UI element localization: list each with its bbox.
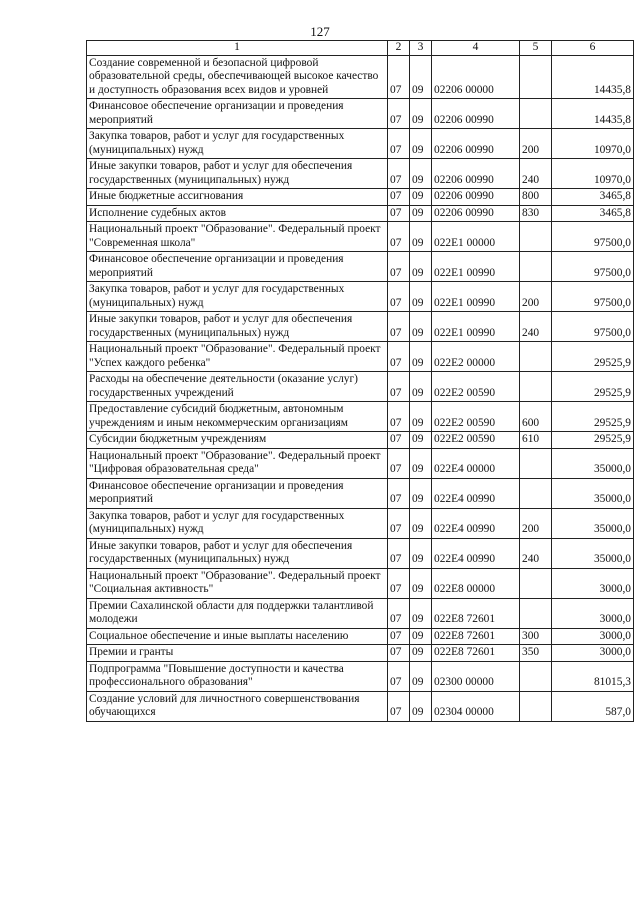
cell-amount: 35000,0 xyxy=(552,478,634,508)
col-header-2: 2 xyxy=(388,41,410,56)
page-number: 127 xyxy=(310,24,330,39)
cell-name: Исполнение судебных актов xyxy=(87,205,388,222)
cell-section: 07 xyxy=(388,342,410,372)
cell-name: Финансовое обеспечение организации и проведения мероприятий xyxy=(87,252,388,282)
cell-section: 07 xyxy=(388,661,410,691)
cell-amount: 81015,3 xyxy=(552,661,634,691)
cell-target-article: 022Е8 00000 xyxy=(432,568,520,598)
cell-expense-type: 610 xyxy=(520,432,552,449)
cell-expense-type: 300 xyxy=(520,628,552,645)
cell-section: 07 xyxy=(388,568,410,598)
table-row xyxy=(87,312,634,342)
cell-expense-type: 240 xyxy=(520,159,552,189)
cell-target-article: 022Е8 72601 xyxy=(432,598,520,628)
cell-target-article: 02300 00000 xyxy=(432,661,520,691)
cell-section: 07 xyxy=(388,159,410,189)
cell-target-article: 022Е1 00990 xyxy=(432,312,520,342)
cell-expense-type xyxy=(520,691,552,721)
table-row xyxy=(87,568,634,598)
budget-table xyxy=(86,40,634,722)
table-row xyxy=(87,628,634,645)
col-header-3: 3 xyxy=(410,41,432,56)
cell-expense-type xyxy=(520,99,552,129)
cell-section: 07 xyxy=(388,538,410,568)
cell-name: Социальное обеспечение и иные выплаты населению xyxy=(87,628,388,645)
table-row xyxy=(87,99,634,129)
cell-expense-type: 830 xyxy=(520,205,552,222)
cell-amount: 3465,8 xyxy=(552,205,634,222)
cell-amount: 97500,0 xyxy=(552,252,634,282)
cell-name: Иные закупки товаров, работ и услуг для обеспечения государственных (муниципальных) нужд xyxy=(87,538,388,568)
cell-name: Премии Сахалинской области для поддержки талантливой молодежи xyxy=(87,598,388,628)
table-row xyxy=(87,598,634,628)
cell-expense-type xyxy=(520,342,552,372)
cell-name: Создание современной и безопасной цифровой образовательной среды, обеспечивающей высокое качество и доступность образования всех видов и уровней xyxy=(87,55,388,99)
table-row xyxy=(87,189,634,206)
cell-section: 07 xyxy=(388,222,410,252)
cell-target-article: 022Е4 00990 xyxy=(432,538,520,568)
cell-amount: 97500,0 xyxy=(552,282,634,312)
cell-amount: 10970,0 xyxy=(552,159,634,189)
table-row xyxy=(87,129,634,159)
cell-target-article: 02206 00000 xyxy=(432,55,520,99)
cell-target-article: 022Е4 00990 xyxy=(432,478,520,508)
cell-subsection: 09 xyxy=(410,342,432,372)
cell-name: Иные бюджетные ассигнования xyxy=(87,189,388,206)
cell-name: Национальный проект "Образование". Федеральный проект "Социальная активность" xyxy=(87,568,388,598)
table-row xyxy=(87,478,634,508)
cell-section: 07 xyxy=(388,129,410,159)
cell-section: 07 xyxy=(388,628,410,645)
cell-subsection: 09 xyxy=(410,372,432,402)
cell-name: Национальный проект "Образование". Федеральный проект "Цифровая образовательная среда" xyxy=(87,448,388,478)
cell-subsection: 09 xyxy=(410,189,432,206)
cell-subsection: 09 xyxy=(410,252,432,282)
cell-name: Расходы на обеспечение деятельности (оказание услуг) государственных учреждений xyxy=(87,372,388,402)
cell-target-article: 02206 00990 xyxy=(432,205,520,222)
cell-subsection: 09 xyxy=(410,312,432,342)
cell-subsection: 09 xyxy=(410,159,432,189)
cell-subsection: 09 xyxy=(410,432,432,449)
cell-amount: 35000,0 xyxy=(552,508,634,538)
cell-amount: 29525,9 xyxy=(552,402,634,432)
cell-section: 07 xyxy=(388,508,410,538)
cell-name: Национальный проект "Образование". Федеральный проект "Современная школа" xyxy=(87,222,388,252)
cell-expense-type: 200 xyxy=(520,129,552,159)
table-row xyxy=(87,282,634,312)
cell-target-article: 022Е1 00990 xyxy=(432,282,520,312)
cell-amount: 29525,9 xyxy=(552,432,634,449)
cell-expense-type xyxy=(520,55,552,99)
table-row xyxy=(87,645,634,662)
table-row xyxy=(87,661,634,691)
cell-subsection: 09 xyxy=(410,645,432,662)
table-row xyxy=(87,691,634,721)
cell-amount: 14435,8 xyxy=(552,99,634,129)
col-header-4: 4 xyxy=(432,41,520,56)
cell-amount: 29525,9 xyxy=(552,342,634,372)
cell-amount: 3000,0 xyxy=(552,568,634,598)
cell-subsection: 09 xyxy=(410,205,432,222)
cell-expense-type xyxy=(520,448,552,478)
cell-section: 07 xyxy=(388,598,410,628)
cell-section: 07 xyxy=(388,478,410,508)
table-row xyxy=(87,159,634,189)
cell-subsection: 09 xyxy=(410,99,432,129)
cell-expense-type: 240 xyxy=(520,538,552,568)
cell-expense-type: 800 xyxy=(520,189,552,206)
cell-section: 07 xyxy=(388,189,410,206)
table-row xyxy=(87,252,634,282)
cell-target-article: 022Е2 00590 xyxy=(432,402,520,432)
cell-target-article: 022Е2 00590 xyxy=(432,432,520,449)
cell-subsection: 09 xyxy=(410,661,432,691)
cell-section: 07 xyxy=(388,645,410,662)
cell-name: Финансовое обеспечение организации и проведения мероприятий xyxy=(87,478,388,508)
cell-expense-type: 200 xyxy=(520,282,552,312)
table-row xyxy=(87,372,634,402)
cell-subsection: 09 xyxy=(410,55,432,99)
cell-section: 07 xyxy=(388,99,410,129)
table-row xyxy=(87,402,634,432)
cell-target-article: 02206 00990 xyxy=(432,129,520,159)
cell-expense-type xyxy=(520,372,552,402)
cell-target-article: 022Е8 72601 xyxy=(432,645,520,662)
cell-subsection: 09 xyxy=(410,508,432,538)
cell-section: 07 xyxy=(388,55,410,99)
cell-expense-type: 600 xyxy=(520,402,552,432)
cell-expense-type xyxy=(520,252,552,282)
table-row xyxy=(87,222,634,252)
cell-name: Создание условий для личностного совершенствования обучающихся xyxy=(87,691,388,721)
cell-subsection: 09 xyxy=(410,478,432,508)
table-row xyxy=(87,432,634,449)
cell-amount: 3000,0 xyxy=(552,598,634,628)
col-header-5: 5 xyxy=(520,41,552,56)
cell-target-article: 022Е8 72601 xyxy=(432,628,520,645)
cell-amount: 29525,9 xyxy=(552,372,634,402)
table-row xyxy=(87,538,634,568)
cell-name: Иные закупки товаров, работ и услуг для обеспечения государственных (муниципальных) нужд xyxy=(87,159,388,189)
cell-subsection: 09 xyxy=(410,282,432,312)
cell-amount: 3000,0 xyxy=(552,628,634,645)
cell-name: Подпрограмма "Повышение доступности и качества профессионального образования" xyxy=(87,661,388,691)
cell-expense-type xyxy=(520,222,552,252)
cell-expense-type xyxy=(520,661,552,691)
cell-amount: 10970,0 xyxy=(552,129,634,159)
cell-subsection: 09 xyxy=(410,129,432,159)
cell-target-article: 022Е2 00000 xyxy=(432,342,520,372)
cell-name: Иные закупки товаров, работ и услуг для обеспечения государственных (муниципальных) нужд xyxy=(87,312,388,342)
cell-section: 07 xyxy=(388,448,410,478)
cell-subsection: 09 xyxy=(410,448,432,478)
cell-expense-type: 200 xyxy=(520,508,552,538)
cell-section: 07 xyxy=(388,282,410,312)
cell-subsection: 09 xyxy=(410,568,432,598)
cell-target-article: 022Е2 00590 xyxy=(432,372,520,402)
cell-section: 07 xyxy=(388,432,410,449)
cell-subsection: 09 xyxy=(410,538,432,568)
cell-expense-type: 240 xyxy=(520,312,552,342)
table-row xyxy=(87,508,634,538)
cell-amount: 3465,8 xyxy=(552,189,634,206)
cell-subsection: 09 xyxy=(410,402,432,432)
table-row xyxy=(87,205,634,222)
cell-target-article: 02206 00990 xyxy=(432,159,520,189)
cell-amount: 14435,8 xyxy=(552,55,634,99)
col-header-6: 6 xyxy=(552,41,634,56)
cell-name: Закупка товаров, работ и услуг для государственных (муниципальных) нужд xyxy=(87,129,388,159)
cell-expense-type xyxy=(520,598,552,628)
cell-name: Субсидии бюджетным учреждениям xyxy=(87,432,388,449)
cell-amount: 587,0 xyxy=(552,691,634,721)
cell-target-article: 022Е1 00000 xyxy=(432,222,520,252)
cell-subsection: 09 xyxy=(410,222,432,252)
cell-target-article: 022Е1 00990 xyxy=(432,252,520,282)
col-header-1: 1 xyxy=(87,41,388,56)
cell-subsection: 09 xyxy=(410,691,432,721)
cell-subsection: 09 xyxy=(410,598,432,628)
cell-section: 07 xyxy=(388,205,410,222)
cell-target-article: 022Е4 00000 xyxy=(432,448,520,478)
cell-amount: 35000,0 xyxy=(552,448,634,478)
table-row xyxy=(87,342,634,372)
cell-target-article: 02206 00990 xyxy=(432,99,520,129)
cell-name: Национальный проект "Образование". Федеральный проект "Успех каждого ребенка" xyxy=(87,342,388,372)
header-row xyxy=(87,41,634,56)
cell-amount: 97500,0 xyxy=(552,312,634,342)
cell-name: Предоставление субсидий бюджетным, автономным учреждениям и иным некоммерческим организациям xyxy=(87,402,388,432)
cell-target-article: 02206 00990 xyxy=(432,189,520,206)
cell-section: 07 xyxy=(388,402,410,432)
cell-target-article: 022Е4 00990 xyxy=(432,508,520,538)
cell-amount: 35000,0 xyxy=(552,538,634,568)
cell-name: Премии и гранты xyxy=(87,645,388,662)
table-row xyxy=(87,448,634,478)
cell-expense-type xyxy=(520,478,552,508)
cell-section: 07 xyxy=(388,252,410,282)
cell-section: 07 xyxy=(388,372,410,402)
cell-section: 07 xyxy=(388,312,410,342)
cell-name: Закупка товаров, работ и услуг для государственных (муниципальных) нужд xyxy=(87,508,388,538)
cell-section: 07 xyxy=(388,691,410,721)
cell-expense-type xyxy=(520,568,552,598)
cell-expense-type: 350 xyxy=(520,645,552,662)
cell-amount: 97500,0 xyxy=(552,222,634,252)
cell-name: Финансовое обеспечение организации и проведения мероприятий xyxy=(87,99,388,129)
cell-target-article: 02304 00000 xyxy=(432,691,520,721)
table-row xyxy=(87,55,634,99)
cell-amount: 3000,0 xyxy=(552,645,634,662)
cell-name: Закупка товаров, работ и услуг для государственных (муниципальных) нужд xyxy=(87,282,388,312)
cell-subsection: 09 xyxy=(410,628,432,645)
